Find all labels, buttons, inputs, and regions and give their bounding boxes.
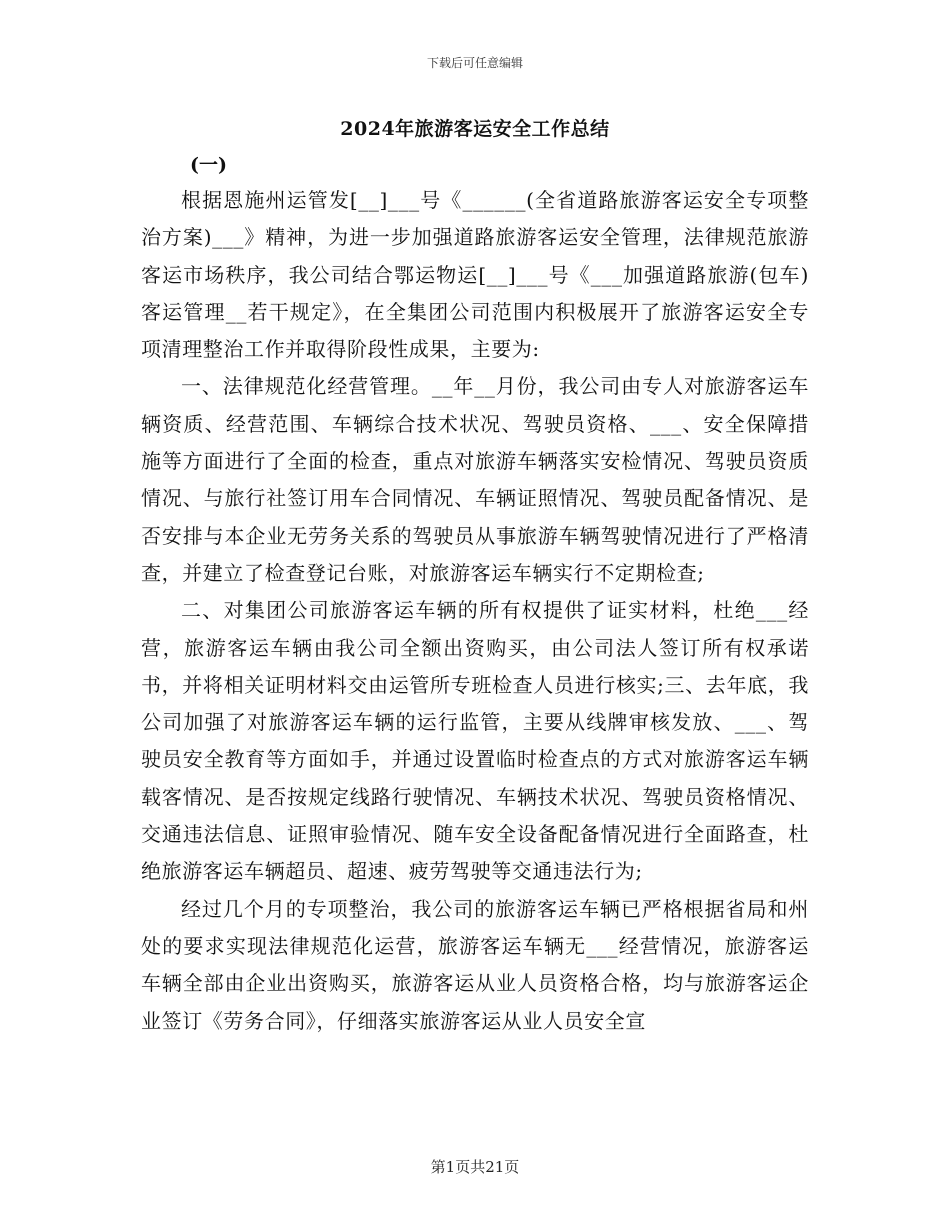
document-body (141, 182, 809, 1040)
paragraph-item-two: 二、对集团公司旅游客运车辆的所有权提供了证实材料，杜绝___经营，旅游客运车辆由我公司全额出资购买，由公司法人签订所有权承诺书，并将相关证明材料交由运管所专班检查人员进行核实;三、去年底，我公司加强了对旅游客运车辆的运行监管，主要从线牌审核发放、___、驾驶员安全教育等方面如手，并通过设置临时检查点的方式对旅游客运车辆载客情况、是否按规定线路行驶情况、车辆技术状况、驾驶员资格情况、交通违法信息、证照审验情况、随车安全设备配备情况进行全面路查，杜绝旅游客运车辆超员、超速、疲劳驾驶等交通违法行为; (141, 598, 809, 884)
section-label: (一) (190, 154, 227, 176)
header-note: 下载后可任意编辑 (426, 56, 523, 70)
page-indicator: 第1页共21页 (430, 1158, 520, 1176)
document-title: 2024年旅游客运安全工作总结 (340, 118, 610, 140)
paragraph-intro: 根据恩施州运管发[__]___号《______(全省道路旅游客运安全专项整治方案)___》精神，为进一步加强道路旅游客运安全管理，法律规范旅游客运市场秩序，我公司结合鄂运物运[__]___号《___加强道路旅游(包车)客运管理__若干规定》，在全集团公司范围内积极展开了旅游客运安全专项清理整治工作并取得阶段性成果，主要为: (141, 188, 809, 362)
paragraph-summary: 经过几个月的专项整治，我公司的旅游客运车辆已严格根据省局和州处的要求实现法律规范化运营，旅游客运车辆无___经营情况，旅游客运车辆全部由企业出资购买，旅游客运从业人员资格合格，均与旅游客运企业签订《劳务合同》，仔细落实旅游客运从业人员安全宣 (141, 896, 809, 1033)
paragraph-item-one: 一、法律规范化经营管理。__年__月份，我公司由专人对旅游客运车辆资质、经营范围、车辆综合技术状况、驾驶员资格、___、安全保障措施等方面进行了全面的检查，重点对旅游车辆落实安检情况、驾驶员资质情况、与旅行社签订用车合同情况、车辆证照情况、驾驶员配备情况、是否安排与本企业无劳务关系的驾驶员从事旅游车辆驾驶情况进行了严格清查，并建立了检查登记台账，对旅游客运车辆实行不定期检查; (141, 374, 809, 585)
